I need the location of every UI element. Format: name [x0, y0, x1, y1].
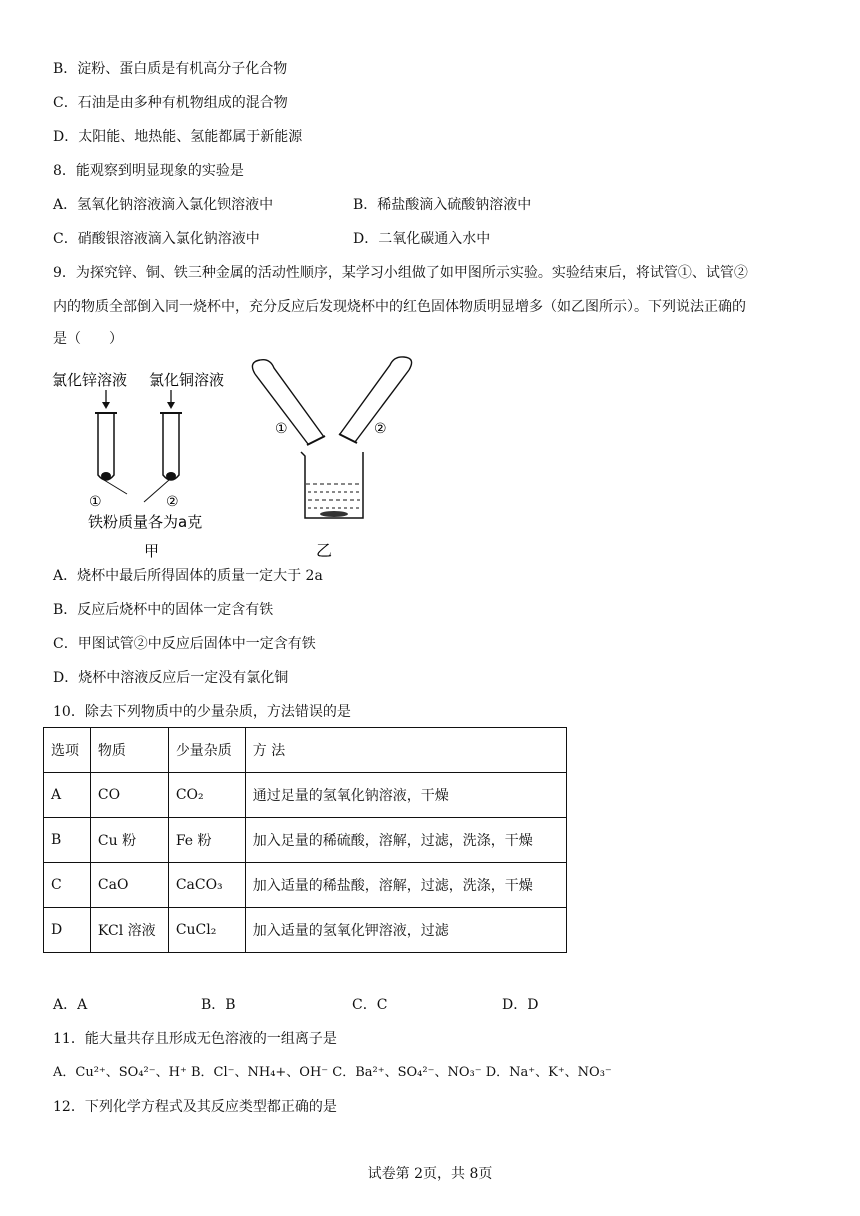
q10-stem: 10．除去下列物质中的少量杂质，方法错误的是	[53, 704, 351, 720]
q9-option-b: B．反应后烧杯中的固体一定含有铁	[53, 602, 274, 618]
header-option: 选项	[44, 728, 91, 773]
tilted-tube-1	[252, 360, 325, 445]
label-zinc-chloride: 氯化锌溶液	[52, 371, 128, 389]
cell-impurity: Fe 粉	[168, 818, 245, 863]
cell-substance: Cu 粉	[90, 818, 168, 863]
q8-option-a: A．氢氧化钠溶液滴入氯化钡溶液中	[53, 197, 274, 213]
cell-method: 加入足量的稀硫酸，溶解，过滤，洗涤，干燥	[245, 818, 566, 863]
q7-option-d: D．太阳能、地热能、氢能都属于新能源	[53, 129, 303, 145]
tube-1-label: ①	[89, 494, 102, 510]
cell-substance: KCl 溶液	[90, 908, 168, 953]
test-tube-1	[95, 413, 117, 480]
q10-answer-b: B．B	[201, 997, 236, 1013]
q9-option-c: C．甲图试管②中反应后固体中一定含有铁	[53, 636, 316, 652]
q10-answer-a: A．A	[53, 997, 88, 1013]
cell-option: A	[44, 773, 91, 818]
cell-method: 通过足量的氢氧化钠溶液，干燥	[245, 773, 566, 818]
q10-answer-d: D．D	[502, 997, 539, 1013]
q8-stem: 8．能观察到明显现象的实验是	[53, 163, 244, 179]
header-substance: 物质	[90, 728, 168, 773]
q9-stem-line3: 是（ ）	[53, 331, 123, 347]
page-footer: 试卷第 2页，共 8页	[367, 1166, 493, 1182]
arrow-down-icon	[102, 402, 110, 409]
q10-answer-c: C．C	[352, 997, 388, 1013]
q8-option-b: B．稀盐酸滴入硫酸钠溶液中	[353, 197, 532, 213]
q7-option-b: B．淀粉、蛋白质是有机高分子化合物	[53, 61, 288, 77]
q8-option-c: C．硝酸银溶液滴入氯化钠溶液中	[53, 231, 260, 247]
table-row	[44, 818, 567, 863]
figure-jia-label: 甲	[144, 542, 160, 560]
cell-substance: CaO	[90, 863, 168, 908]
table-header-row	[44, 728, 567, 773]
tube-2-label: ②	[166, 494, 179, 510]
cell-option: C	[44, 863, 91, 908]
cell-method: 加入适量的稀盐酸，溶解，过滤，洗涤，干燥	[245, 863, 566, 908]
q7-option-c: C．石油是由多种有机物组成的混合物	[53, 95, 288, 111]
q9-stem-line1: 9．为探究锌、铜、铁三种金属的活动性顺序，某学习小组做了如甲图所示实验。实验结束后，将试管①、试管②	[53, 265, 748, 281]
cell-method: 加入适量的氢氧化钾溶液，过滤	[245, 908, 566, 953]
iron-powder-note: 铁粉质量各为a克	[88, 513, 203, 531]
header-impurity: 少量杂质	[168, 728, 245, 773]
table-row	[44, 908, 567, 953]
beaker	[301, 452, 363, 518]
cell-impurity: CO₂	[168, 773, 245, 818]
test-tube-2	[160, 413, 182, 480]
cell-option: B	[44, 818, 91, 863]
q9-option-a: A．烧杯中最后所得固体的质量一定大于 2a	[53, 568, 323, 584]
q11-options: A．Cu²⁺、SO₄²⁻、H⁺ B．Cl⁻、NH₄+、OH⁻ C．Ba²⁺、SO₄²⁻、NO₃⁻ D．Na⁺、K⁺、NO₃⁻	[53, 1065, 612, 1080]
tilted-tube-1-label: ①	[275, 421, 288, 437]
label-copper-chloride: 氯化铜溶液	[149, 371, 225, 389]
q8-option-d: D．二氧化碳通入水中	[353, 231, 491, 247]
figure-yi-label: 乙	[316, 541, 333, 560]
cell-impurity: CaCO₃	[168, 863, 245, 908]
cell-substance: CO	[90, 773, 168, 818]
q12-stem: 12．下列化学方程式及其反应类型都正确的是	[53, 1099, 337, 1115]
q11-stem: 11．能大量共存且形成无色溶液的一组离子是	[53, 1031, 337, 1047]
q9-option-d: D．烧杯中溶液反应后一定没有氯化铜	[53, 670, 289, 686]
cell-option: D	[44, 908, 91, 953]
table-row	[44, 863, 567, 908]
q9-stem-line2: 内的物质全部倒入同一烧杯中，充分反应后发现烧杯中的红色固体物质明显增多（如乙图所示）。下列说法正确的	[53, 299, 746, 315]
q9-figure	[52, 352, 432, 562]
arrow-down-icon	[167, 402, 175, 409]
tilted-tube-2-label: ②	[374, 421, 387, 437]
table-row	[44, 773, 567, 818]
header-method: 方 法	[245, 728, 566, 773]
q10-table	[43, 727, 567, 953]
cell-impurity: CuCl₂	[168, 908, 245, 953]
